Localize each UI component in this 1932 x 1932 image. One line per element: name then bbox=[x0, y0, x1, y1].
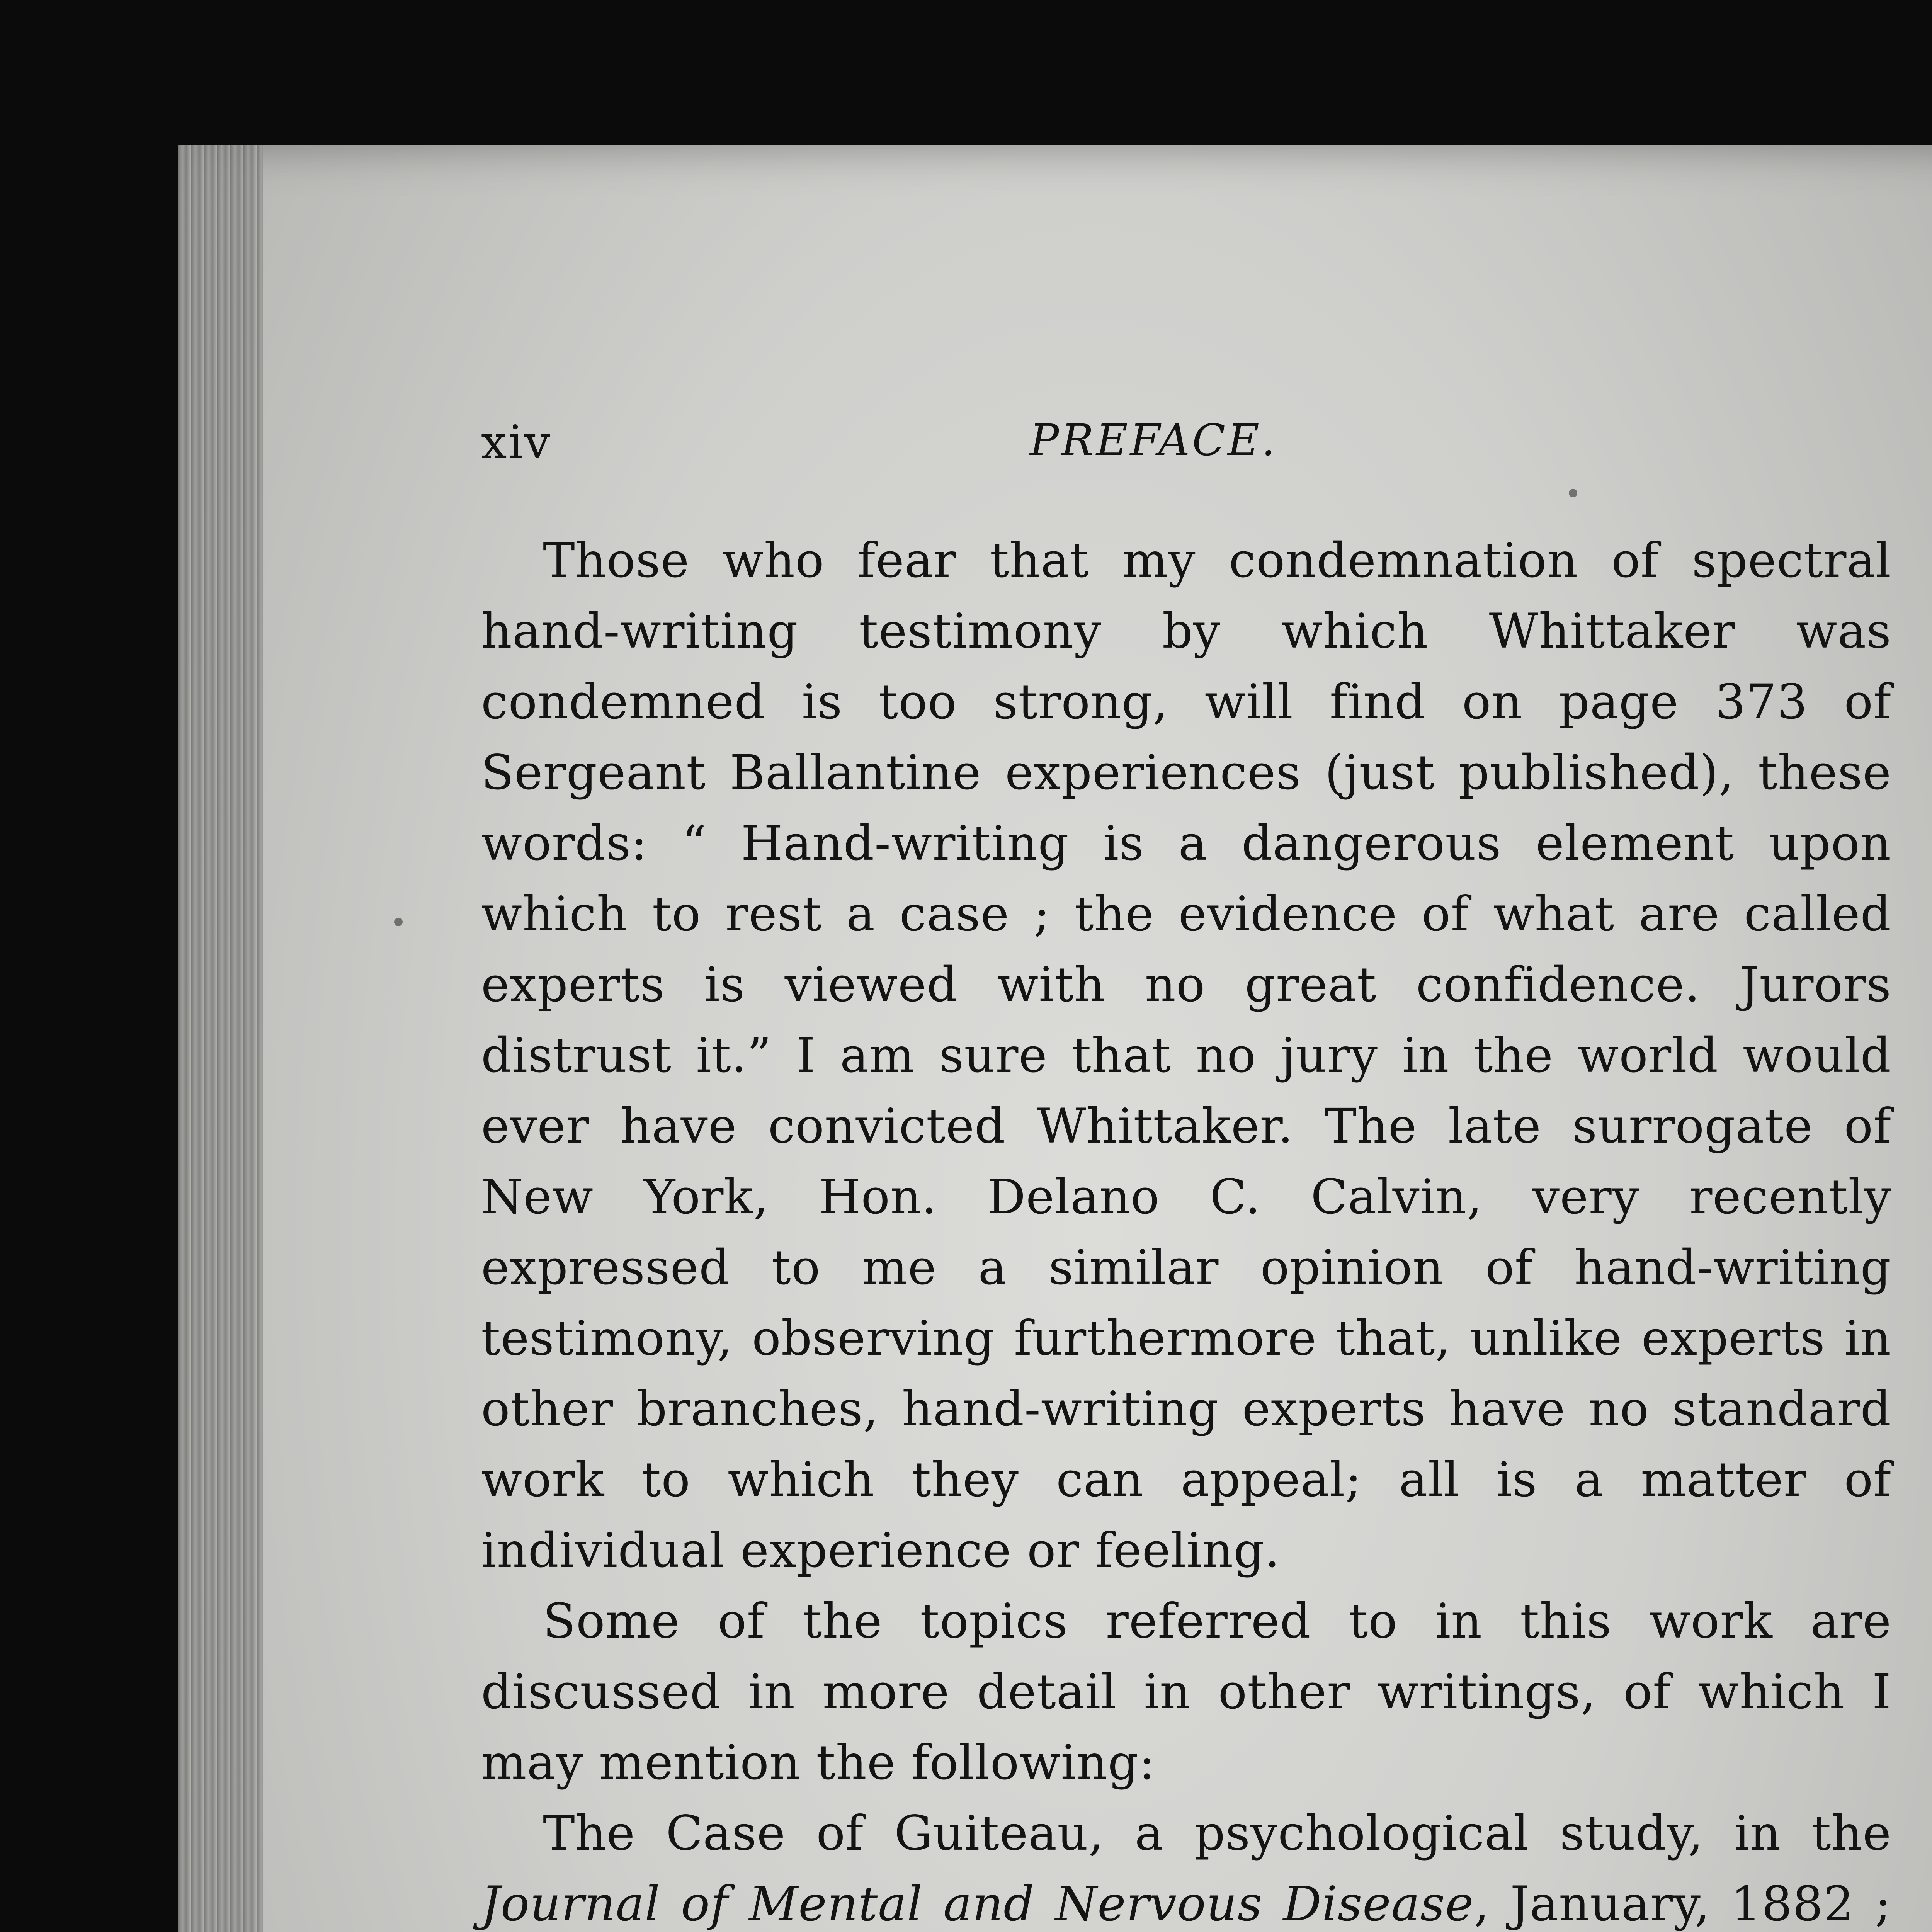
paragraph-3-text: , January, 1882 ; bbox=[1474, 1876, 1891, 1932]
paragraph-1: Those who fear that my condemnation of spectral hand-writing testimony by which Whittaker was condemned is too strong, will find on page 373 of Sergeant Ballantine experiences (just published), these words: “ Hand-writing is a dangerous element upon which to rest a case ; the evidence of what are called experts is viewed with no great confidence. Jurors distrust it.” I am sure that no jury in the world would ever have convicted Whittaker. The late surrogate of New York, Hon. Delano C. Calvin, very recently expressed to me a similar opinion of hand-writing testimony, observing furthermore that, unlike experts in other branches, hand-writing experts have no standard work to which they can appeal; all is a matter of individual experience or feeling. bbox=[481, 533, 1891, 1578]
dust-speck bbox=[394, 918, 403, 926]
running-head-title: PREFACE. bbox=[1030, 415, 1278, 466]
running-head bbox=[481, 415, 1918, 477]
journal-title: Journal of Mental and Nervous Disease bbox=[481, 1876, 1474, 1932]
paragraph-2: Some of the topics referred to in this work are discussed in more detail in other writings, of which I may mention the following: bbox=[481, 1594, 1891, 1791]
page-edges-decoration bbox=[178, 145, 263, 1932]
paragraph-3-text: The Case of Guiteau, a psychological study, in the bbox=[543, 1806, 1891, 1861]
page-number: xiv bbox=[481, 415, 552, 469]
dust-speck bbox=[1569, 489, 1577, 497]
paragraph-3 bbox=[481, 1798, 1891, 1932]
body-text bbox=[481, 526, 1891, 1932]
